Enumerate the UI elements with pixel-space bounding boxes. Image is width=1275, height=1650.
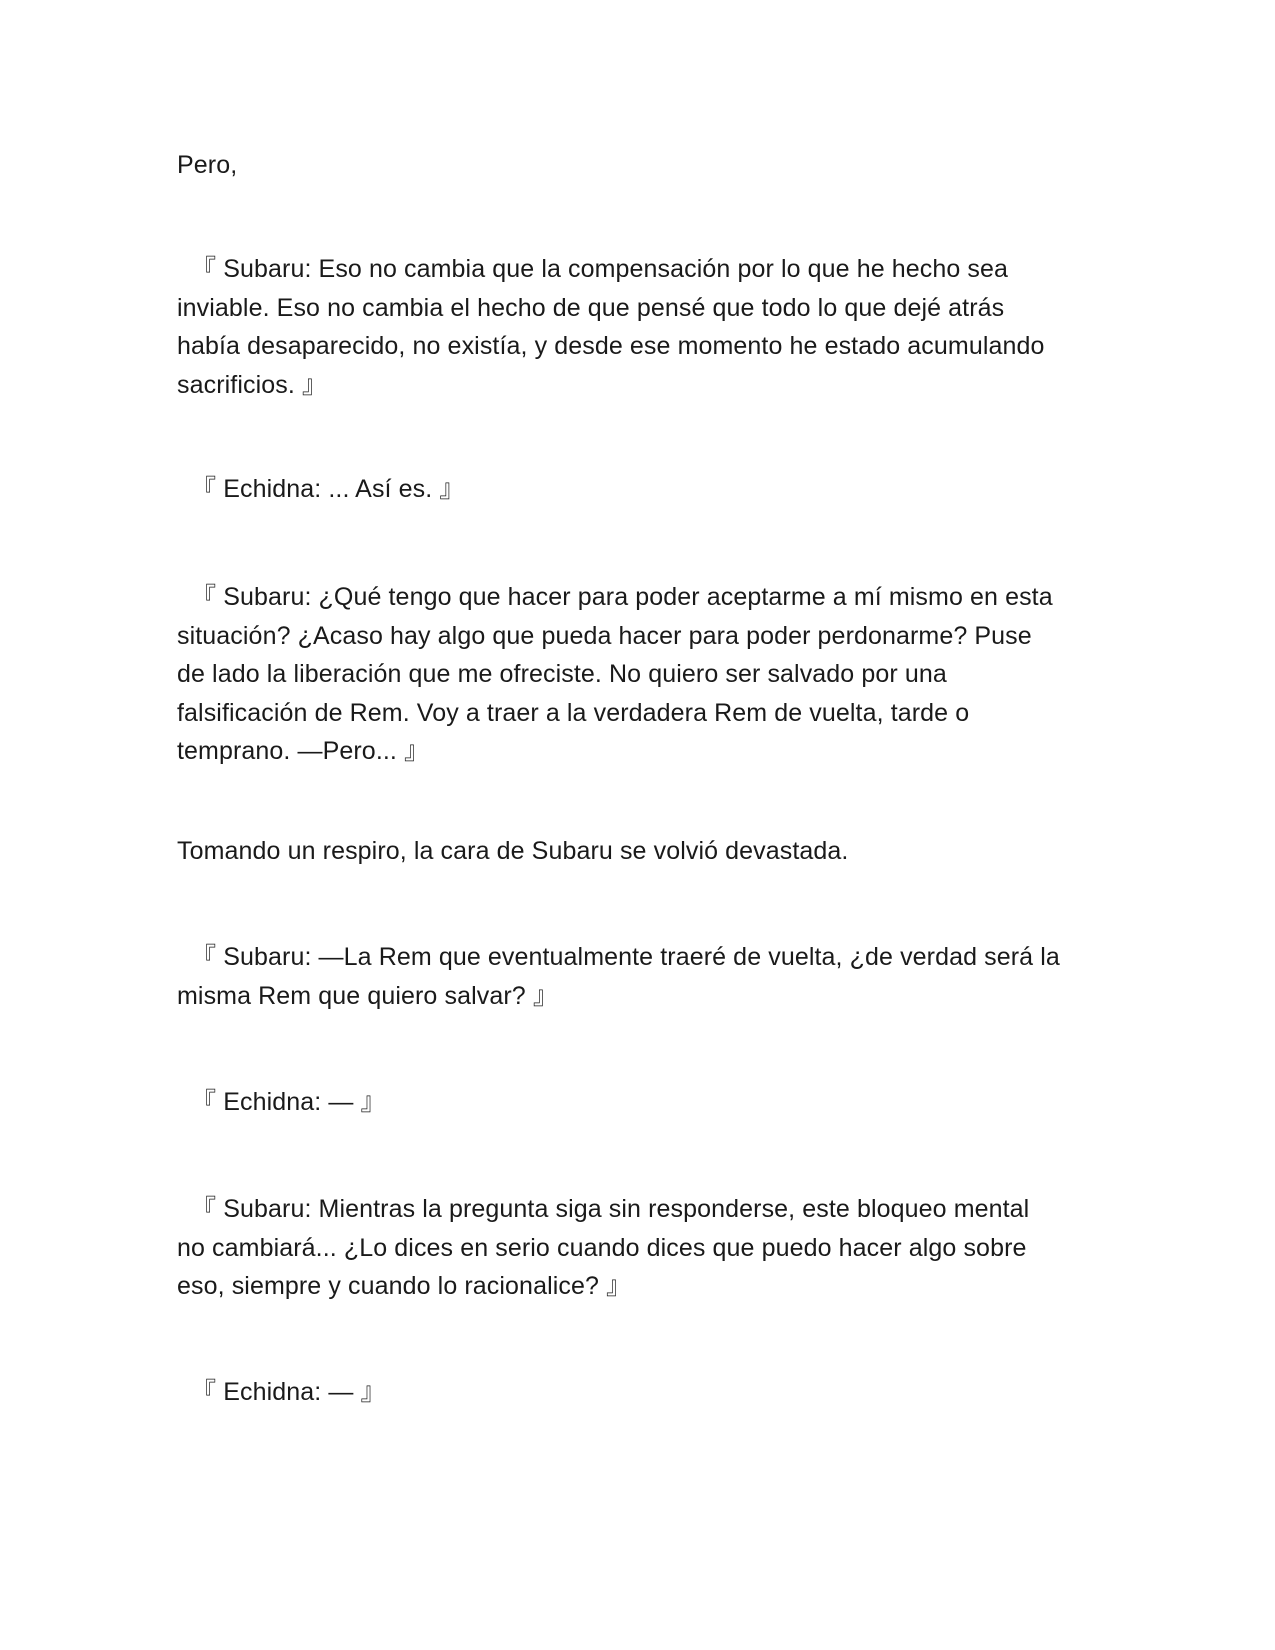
paragraph-dialogue-echidna	[177, 470, 1107, 509]
text-line: falsificación de Rem. Voy a traer a la verdadera Rem de vuelta, tarde o	[177, 698, 970, 727]
paragraph-dialogue-subaru	[177, 938, 1107, 1015]
text-line: 『 Echidna: — 』	[177, 1088, 386, 1116]
paragraph-dialogue-subaru	[177, 1190, 1107, 1306]
text-line: Tomando un respiro, la cara de Subaru se volvió devastada.	[177, 837, 849, 865]
text-line: 『 Subaru: ¿Qué tengo que hacer para poder aceptarme a mí mismo en esta	[177, 583, 1053, 611]
paragraph-dialogue-echidna	[177, 1373, 1107, 1412]
text-line: 『 Echidna: — 』	[177, 1378, 386, 1406]
paragraph-narration	[177, 146, 1107, 185]
text-line: temprano. —Pero... 』	[177, 737, 430, 766]
text-line: situación? ¿Acaso hay algo que pueda hacer para poder perdonarme? Puse	[177, 621, 1032, 650]
text-line: sacrificios. 』	[177, 370, 328, 399]
text-line: 『 Subaru: —La Rem que eventualmente traeré de vuelta, ¿de verdad será la	[177, 943, 1060, 971]
text-line: de lado la liberación que me ofreciste. No quiero ser salvado por una	[177, 660, 947, 689]
paragraph-dialogue-subaru	[177, 250, 1107, 404]
paragraph-narration	[177, 832, 1107, 871]
text-line: no cambiará... ¿Lo dices en serio cuando dices que puedo hacer algo sobre	[177, 1233, 1027, 1262]
paragraph-dialogue-echidna	[177, 1083, 1107, 1122]
text-line: Pero,	[177, 151, 238, 179]
text-line: 『 Echidna: ... Así es. 』	[177, 475, 465, 503]
text-line: eso, siempre y cuando lo racionalice? 』	[177, 1272, 632, 1301]
text-line: misma Rem que quiero salvar? 』	[177, 981, 558, 1010]
text-line: inviable. Eso no cambia el hecho de que pensé que todo lo que dejé atrás	[177, 293, 1005, 322]
paragraph-dialogue-subaru	[177, 578, 1107, 771]
text-line: 『 Subaru: Eso no cambia que la compensación por lo que he hecho sea	[177, 255, 1009, 283]
text-line: 『 Subaru: Mientras la pregunta siga sin responderse, este bloqueo mental	[177, 1195, 1030, 1223]
text-line: había desaparecido, no existía, y desde ese momento he estado acumulando	[177, 332, 1045, 361]
